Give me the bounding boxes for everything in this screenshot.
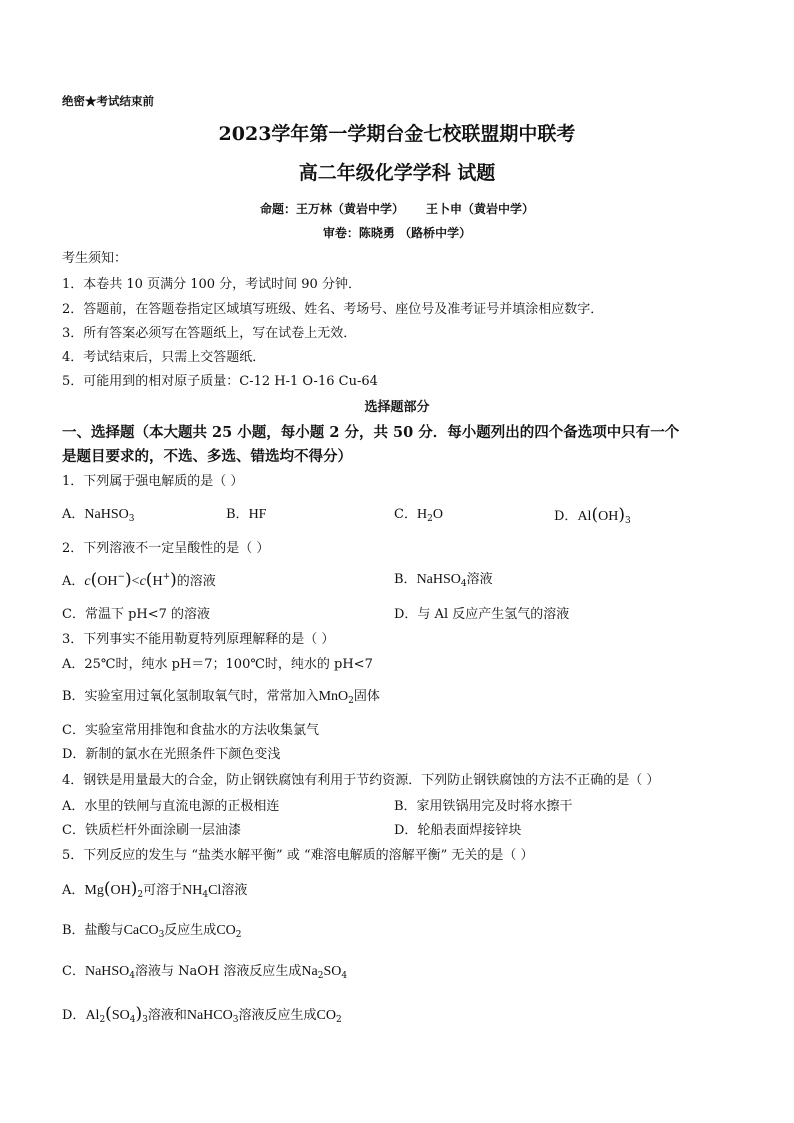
q2-option-a: A．c(OH−)<c(H+)的溶液 — [62, 570, 216, 590]
reviewer-line: 审卷：陈晓勇 （路桥中学） — [322, 226, 472, 240]
author-2: 王卜申（黄岩中学） — [426, 202, 535, 216]
notice-item-1: 1．本卷共 10 页满分 100 分，考试时间 90 分钟． — [62, 277, 361, 292]
q4-option-c: C．铁质栏杆外面涂刷一层油漆 — [62, 823, 241, 838]
q4-stem: 4．钢铁是用量最大的合金，防止钢铁腐蚀有利用于节约资源．下列防止钢铁腐蚀的方法不正确的是（ ） — [62, 773, 660, 788]
notice-item-2: 2．答题前，在答题卷指定区域填写班级、姓名、考场号、座位号及准考证号并填涂相应数字． — [62, 302, 604, 317]
q3-stem: 3．下列事实不能用勒夏特列原理解释的是（ ） — [62, 632, 335, 647]
notice-item-5: 5．可能用到的相对原子质量：C-12 H-1 O-16 Cu-64 — [62, 374, 378, 389]
q2-option-d: D．与 Al 反应产生氢气的溶液 — [394, 607, 570, 622]
q5-stem: 5．下列反应的发生与 “盐类水解平衡” 或 “难溶电解质的溶解平衡” 无关的是（ ） — [62, 848, 534, 863]
q1-stem: 1．下列属于强电解质的是（ ） — [62, 474, 244, 489]
q1-option-a: A．NaHSO$_3$ — [62, 507, 135, 524]
q4-option-b: B．家用铁锅用完及时将水擦干 — [394, 799, 573, 814]
notice-item-3: 3．所有答案必须写在答题纸上，写在试卷上无效． — [62, 326, 357, 341]
confidential-mark: 绝密★考试结束前 — [62, 94, 154, 108]
section-heading-line-1: 一、选择题（本大题共 25 小题，每小题 2 分，共 50 分．每小题列出的四个备选项中只有一个 — [62, 424, 680, 441]
notice-item-4: 4．考试结束后，只需上交答题纸． — [62, 350, 266, 365]
author-1: 命题：王万林（黄岩中学） — [259, 202, 404, 216]
section-heading-line-2: 是题目要求的，不选、多选、错选均不得分） — [62, 448, 352, 465]
q5-option-d: D．$Al_2(SO_4)_3$溶液和NaHCO$_3$溶液反应生成$CO_2$ — [62, 1004, 342, 1025]
q1-option-c: C．$H_2O$ — [394, 507, 443, 524]
q2-stem: 2．下列溶液不一定呈酸性的是（ ） — [62, 541, 270, 556]
part-title: 选择题部分 — [364, 400, 430, 415]
q2-option-b: B．NaHSO$_4$溶液 — [394, 572, 493, 589]
exam-title: 2023学年第一学期台金七校联盟期中联考 — [218, 123, 576, 145]
author-line — [0, 200, 794, 218]
q3-option-c: C．实验室常用排饱和食盐水的方法收集氯气 — [62, 723, 319, 738]
q4-option-a: A．水里的铁闸与直流电源的正极相连 — [62, 799, 280, 814]
q5-option-b: B．盐酸与CaCO$_3$反应生成$CO_2$ — [62, 923, 242, 940]
q5-option-c: C．NaHSO$_4$溶液与 NaOH 溶液反应生成$Na_2SO_4$ — [62, 964, 348, 981]
q3-option-b: B．实验室用过氧化氢制取氧气时，常常加入MnO$_2$固体 — [62, 689, 380, 706]
q3-option-d: D．新制的氯水在光照条件下颜色变浅 — [62, 747, 281, 762]
q2-option-c: C．常温下 pH<7 的溶液 — [62, 607, 211, 622]
q1-option-b: B．HF — [226, 507, 267, 522]
q3-option-a: A．25℃时，纯水 pH＝7；100℃时，纯水的 pH<7 — [62, 657, 373, 672]
q1-option-d: D．$Al(OH)_3$ — [554, 505, 631, 526]
exam-subtitle: 高二年级化学学科 试题 — [298, 162, 496, 184]
q5-option-a: A．$Mg(OH)_2$可溶于$NH_4Cl$溶液 — [62, 879, 248, 900]
q4-option-d: D．轮船表面焊接锌块 — [394, 823, 522, 838]
notice-heading: 考生须知： — [62, 251, 128, 266]
